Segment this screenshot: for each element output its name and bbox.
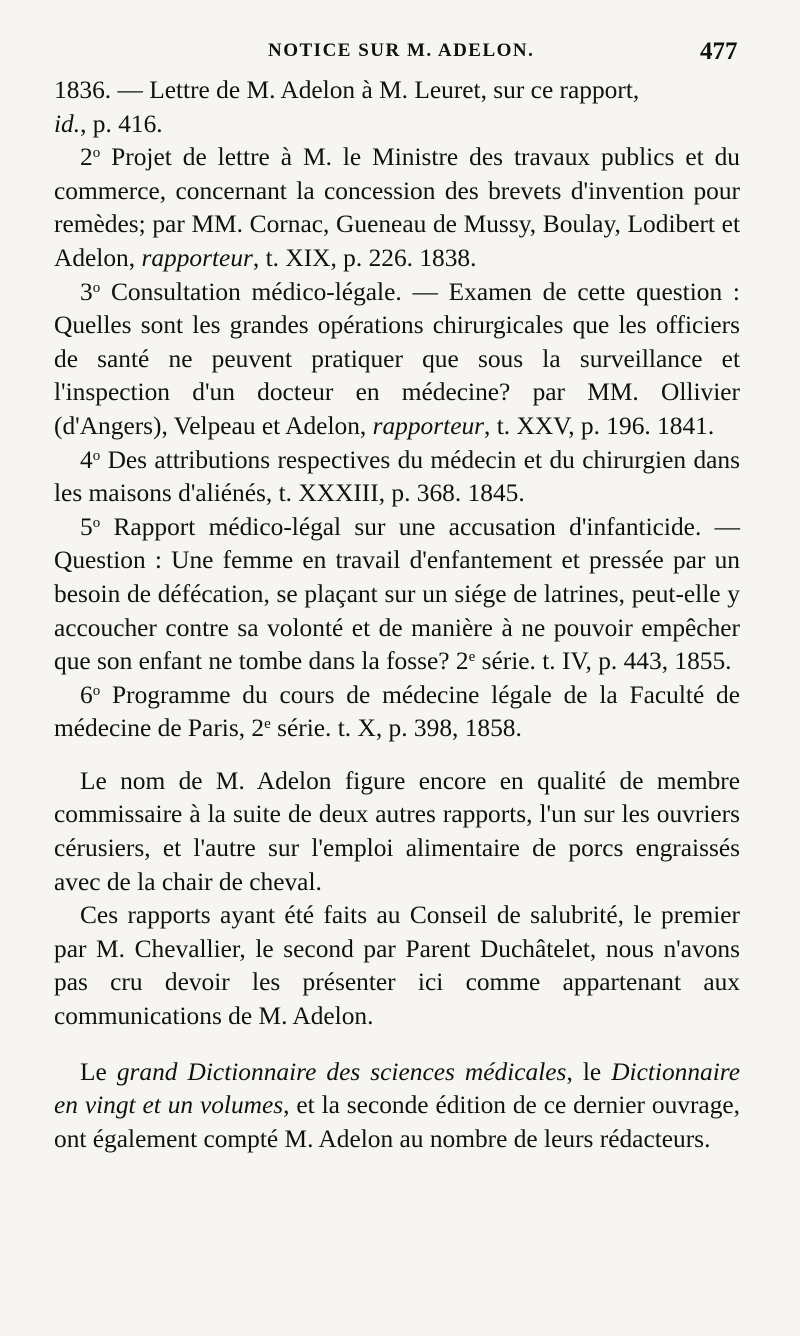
item-6: 6$^o$ Programme du cours de médecine légale de la Faculté de médecine de Paris, 2e série. t. X, p. 398, 1858. (54, 680, 740, 743)
running-head (0, 34, 800, 74)
item-4: 4$^o$ Des attributions respectives du médecin et du chirurgien dans les maisons d'aliénés, t. XXXIII, p. 368. 1845. (54, 445, 740, 508)
paragraph-rapports-salubrite: Ces rapports ayant été faits au Conseil de salubrité, le premier par M. Chevallier, le second par Parent Duchâtelet, nous n'avons pas cru devoir les présenter ici comme appartenant aux communications de M. Adelon. (54, 901, 740, 1031)
paragraph-adelon-commissaire: Le nom de M. Adelon figure encore en qualité de membre commissaire à la suite de deux autres rapports, l'un sur les ouvriers cérusiers, et l'autre sur l'emploi alimentaire de porcs engraissés avec de la chair de cheval. (54, 766, 740, 896)
running-title: NOTICE SUR M. ADELON. (268, 40, 535, 61)
item-5: 5$^o$ Rapport médico-légal sur une accusation d'infanticide. — Question : Une femme en travail d'enfantement et pressée par un besoin de défécation, se plaçant sur un siége de latrines, peut-elle y accoucher contre sa volonté et de manière à ne pouvoir empêcher que son enfant ne tombe dans la fosse? 2e série. t. IV, p. 443, 1855. (54, 512, 740, 676)
item-2: 2$^o$ Projet de lettre à M. le Ministre des travaux publics et du commerce, concernant la concession des brevets d'invention pour remèdes; par MM. Cornac, Gueneau de Mussy, Boulay, Lodibert et Adelon, rapporteur, t. XIX, p. 226. 1838. (54, 143, 740, 272)
paragraph-dictionnaires: Le grand Dictionnaire des sciences médicales, le Dictionnaire en vingt et un volumes, et la seconde édition de ce dernier ouvrage, ont également compté M. Adelon au nombre de leurs rédacteurs. (54, 1057, 741, 1153)
body-text (54, 74, 740, 1156)
page-number: 477 (700, 38, 738, 65)
item-1-continuation: 1836. — Lettre de M. Adelon à M. Leuret, sur ce rapport, id., p. 416. (54, 76, 640, 138)
item-3: 3$^o$ Consultation médico-légale. — Examen de cette question : Quelles sont les grandes opérations chirurgicales que les officiers de santé ne peuvent pratiquer que sous la surveillance et l'inspection d'un docteur en médecine? par MM. Ollivier (d'Angers), Velpeau et Adelon, rapporteur, t. XXV, p. 196. 1841. (54, 277, 740, 440)
